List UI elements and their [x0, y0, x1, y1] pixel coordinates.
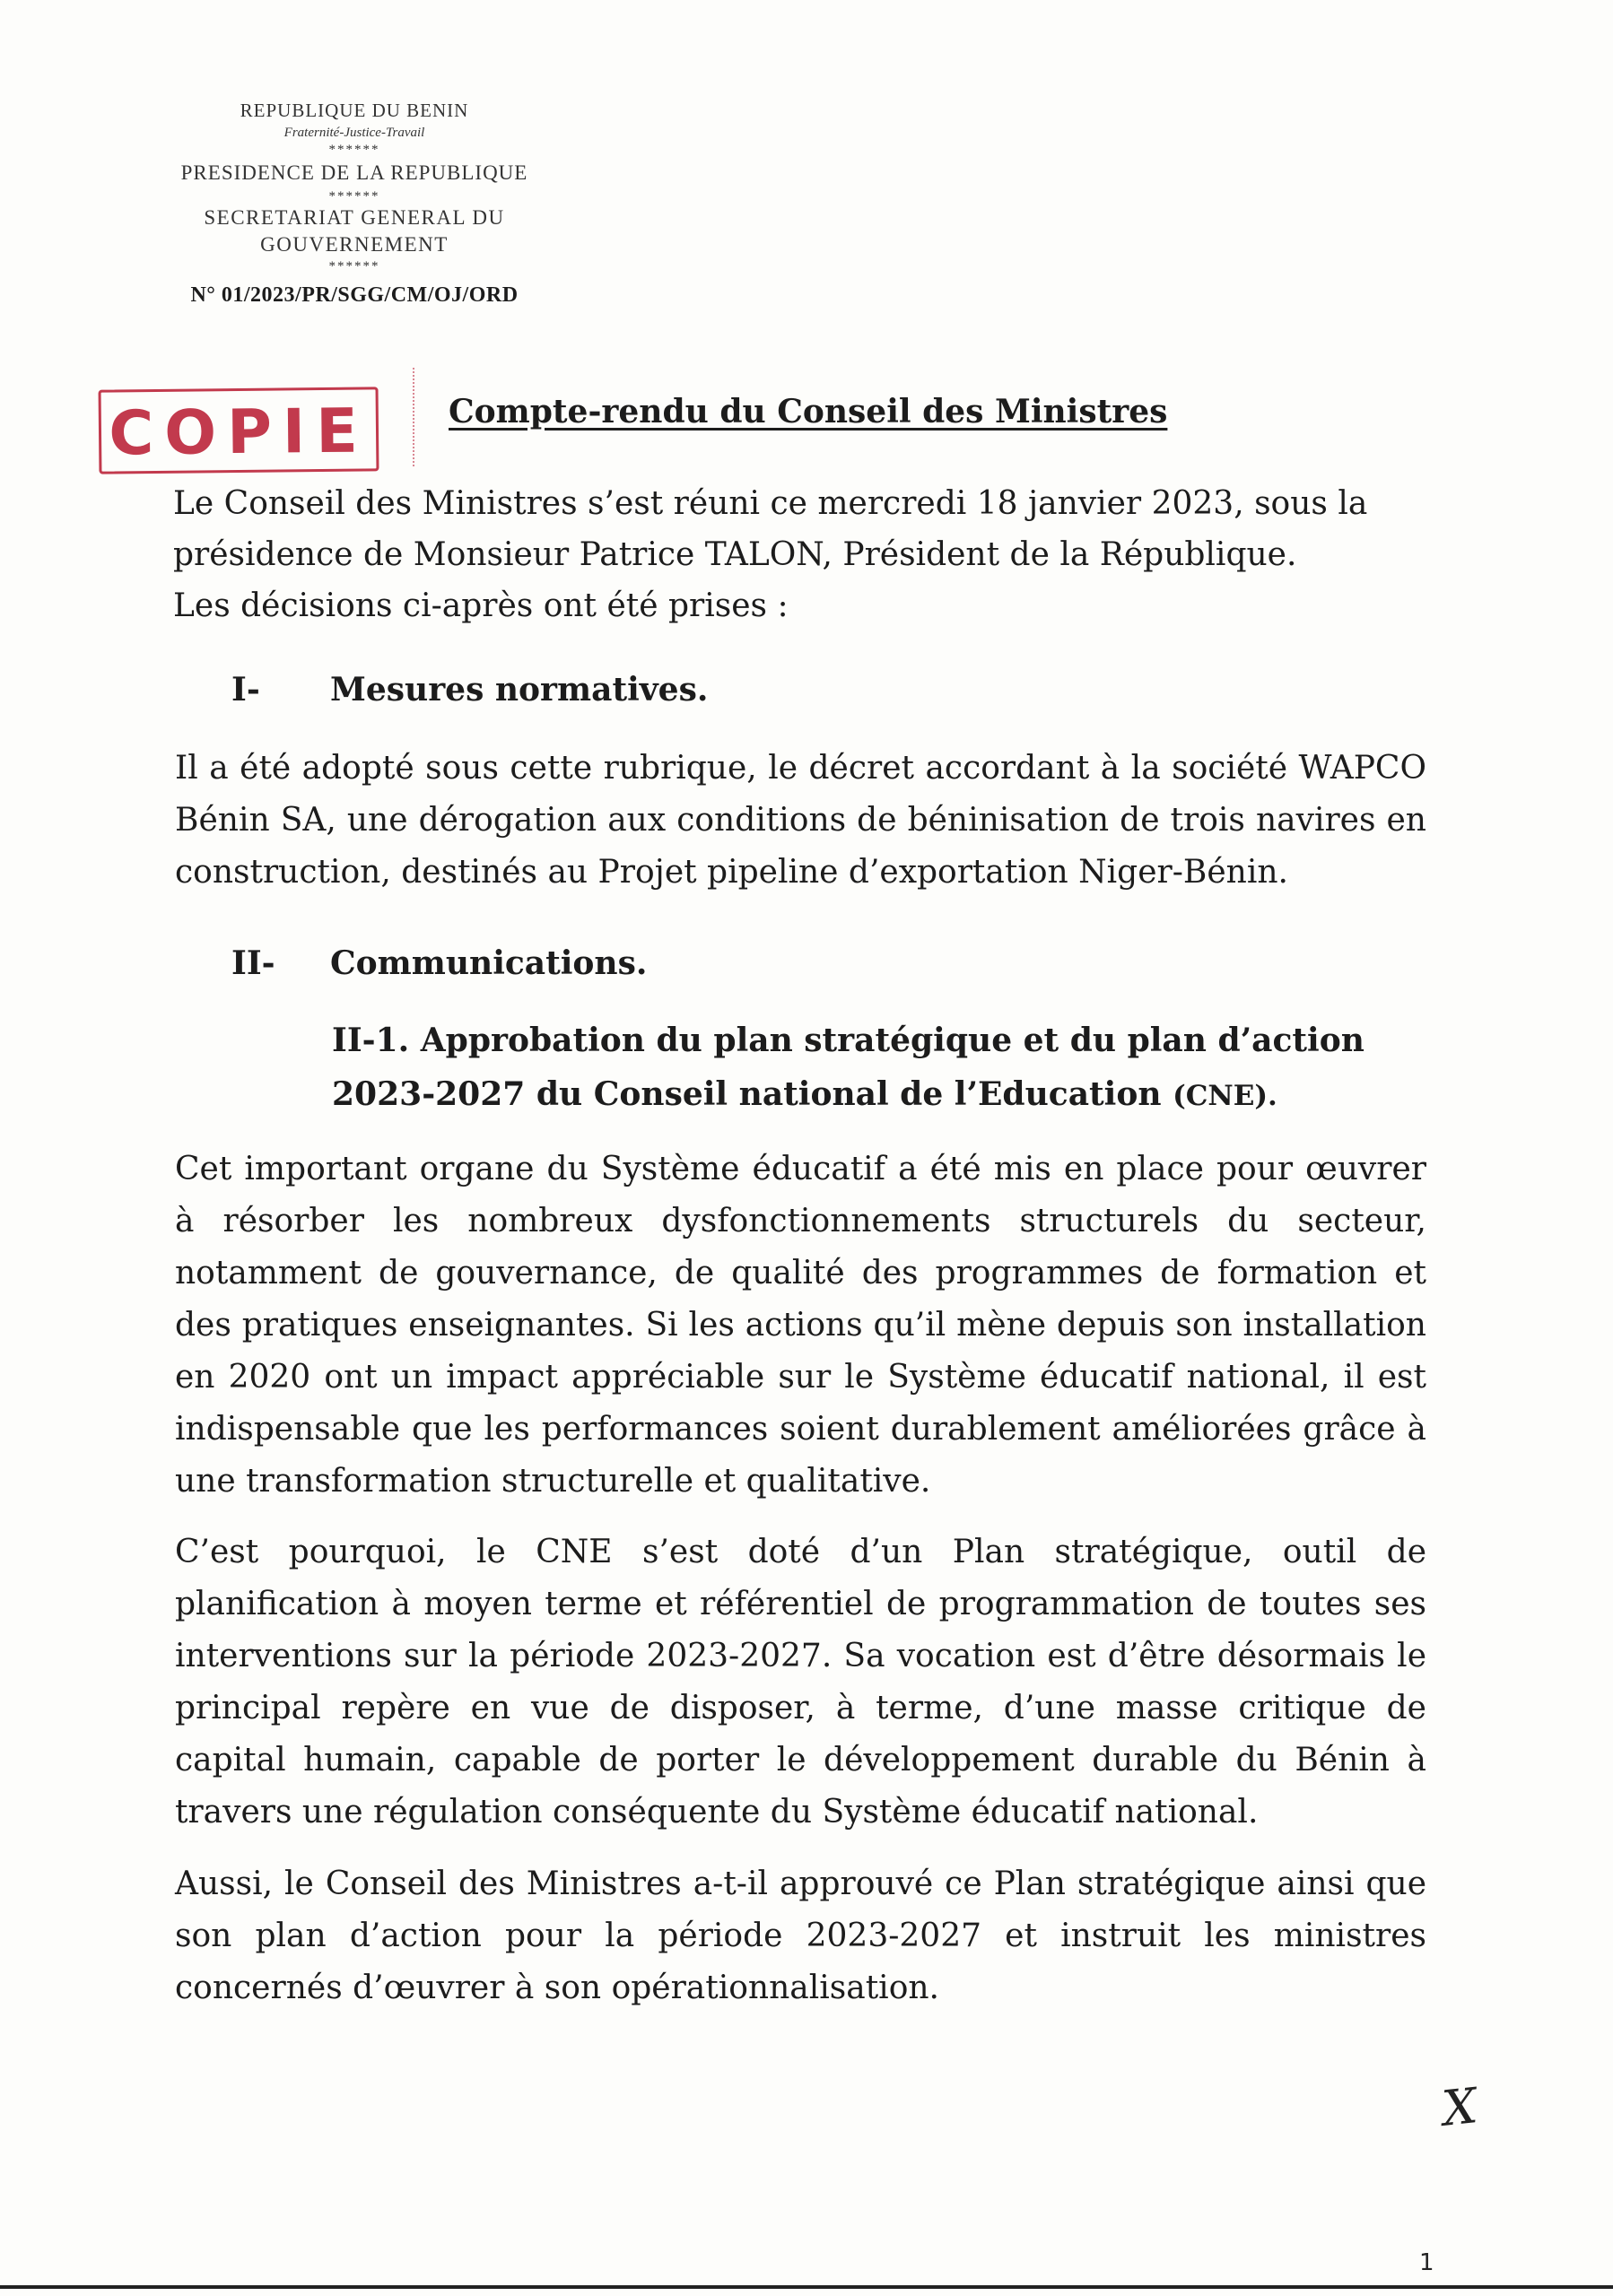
separator-stars: ****** — [328, 259, 380, 274]
subsection-title: II-1. Approbation du plan stratégique et du plan d’action 2023-2027 du Conseil national de l’Education — [332, 1022, 1365, 1113]
page-number: 1 — [1419, 2249, 1434, 2276]
separator-stars: ****** — [328, 189, 380, 204]
intro-paragraph — [173, 478, 1438, 631]
secretariat-line-2: GOUVERNEMENT — [260, 233, 449, 256]
national-motto: Fraternité-Justice-Travail — [283, 126, 425, 140]
secretariat-line-1: SECRETARIAT GENERAL DU — [204, 206, 505, 229]
subsection-acronym: (CNE). — [1173, 1080, 1277, 1112]
section-2-paragraph: Cet important organe du Système éducatif a été mis en place pour œuvrer à résorber les nombreux dysfonctionnements structurels du secteur, notamment de gouvernance, de qualité des programmes de formation et des pratiques enseignantes. Si les actions qu’il mène depuis son installation en 2020 ont un impact appréciable sur le Système éducatif national, il est indispensable que les performances soient durablement améliorées grâce à une transformation structurelle et qualitative. — [175, 1151, 1426, 1500]
document-title: Compte-rendu du Conseil des Ministres — [449, 393, 1168, 430]
stamp-mark — [413, 368, 416, 466]
copy-stamp: COPIE — [99, 387, 379, 474]
section-label: Communications. — [330, 944, 648, 982]
section-label: Mesures normatives. — [330, 671, 709, 709]
subsection-heading — [332, 1013, 1431, 1123]
section-number: I- — [231, 671, 260, 709]
section-1-paragraph: Il a été adopté sous cette rubrique, le décret accordant à la société WAPCO Bénin SA, une dérogation aux conditions de béninisation de trois navires en construction, destinés au Projet pipeline d’exportation Niger-Bénin. — [175, 750, 1426, 891]
republic-name: REPUBLIQUE DU BENIN — [240, 100, 469, 121]
section-2-paragraph: C’est pourquoi, le CNE s’est doté d’un Plan stratégique, outil de planification à moyen terme et référentiel de programmation de toutes ses interventions sur la période 2023-2027. Sa vocation est d’être désormais le principal repère en vue de disposer, à terme, d’une masse critique de capital humain, capable de porter le développement durable du Bénin à travers une régulation conséquente du Système éducatif national. — [175, 1534, 1426, 1831]
intro-line: présidence de Monsieur Patrice TALON, Président de la République. — [173, 536, 1297, 573]
bottom-rule — [0, 2285, 1613, 2289]
presidency-name: PRESIDENCE DE LA REPUBLIQUE — [180, 161, 528, 184]
section-number: II- — [231, 944, 275, 982]
intro-line: Le Conseil des Ministres s’est réuni ce mercredi 18 janvier 2023, sous la — [173, 485, 1368, 522]
separator-stars: ****** — [328, 143, 380, 157]
paraph-initials: X — [1439, 2077, 1480, 2137]
letterhead — [117, 97, 592, 308]
section-2-paragraph: Aussi, le Conseil des Ministres a-t-il approuvé ce Plan stratégique ainsi que son plan d’action pour la période 2023-2027 et instruit les ministres concernés d’œuvrer à son opérationnalisation. — [175, 1866, 1426, 2006]
reference-number: N° 01/2023/PR/SGG/CM/OJ/ORD — [190, 283, 519, 307]
intro-line: Les décisions ci-après ont été prises : — [173, 587, 789, 624]
